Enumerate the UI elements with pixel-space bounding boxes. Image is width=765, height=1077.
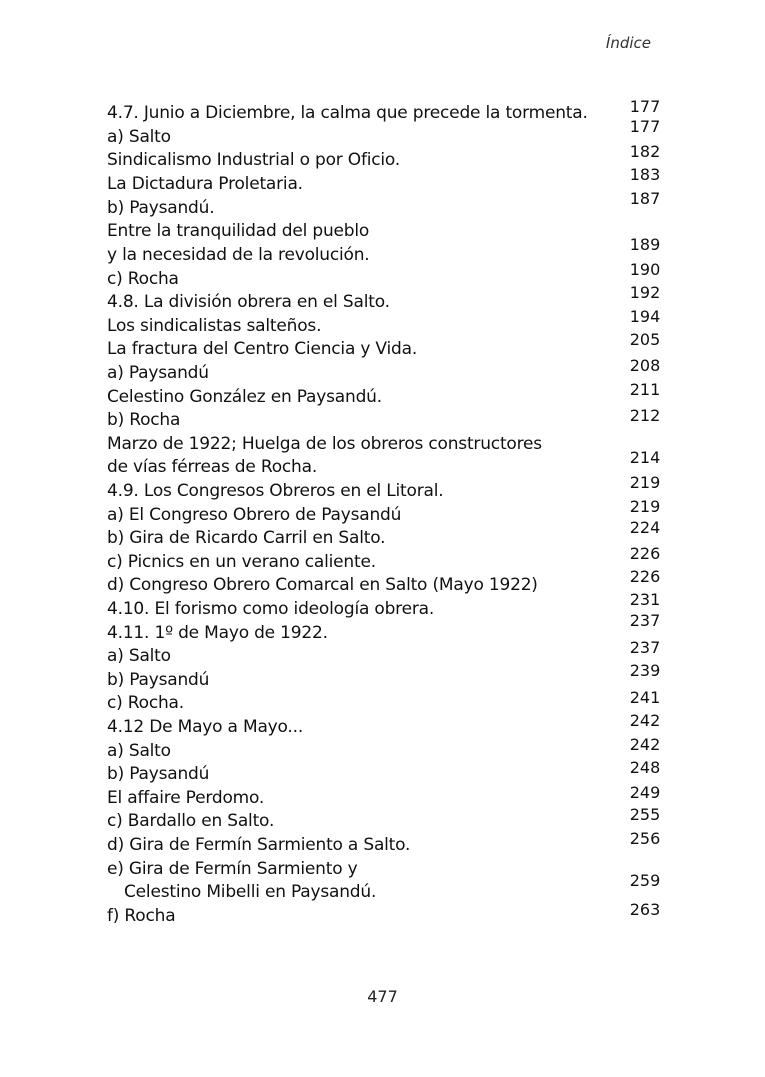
toc-entry: a) Salto: [107, 646, 171, 666]
toc-entry: Celestino González en Paysandú.: [107, 387, 382, 407]
toc-page-number: 182: [629, 142, 661, 161]
toc-page-number: 205: [629, 330, 661, 349]
toc-page-number: 211: [629, 380, 661, 399]
toc-page-number: 237: [629, 638, 661, 657]
toc-entry: 4.7. Junio a Diciembre, la calma que precede la tormenta.: [107, 103, 588, 123]
toc-page-number: 241: [629, 688, 661, 707]
toc-page-number: 237: [629, 611, 661, 630]
toc-entry: Entre la tranquilidad del pueblo: [107, 221, 370, 241]
toc-entry: a) Paysandú: [107, 363, 209, 383]
toc-entry: b) Gira de Ricardo Carril en Salto.: [107, 528, 386, 548]
running-header: Índice: [605, 34, 651, 52]
toc-page-number: 226: [629, 567, 661, 586]
toc-page-number: 214: [629, 448, 661, 467]
toc-page-number: 242: [629, 735, 661, 754]
toc-page-number: 189: [629, 235, 661, 254]
toc-entry: c) Rocha: [107, 269, 179, 289]
toc-entry: b) Paysandú: [107, 670, 210, 690]
toc-entry: e) Gira de Fermín Sarmiento y: [107, 859, 358, 879]
toc-page-number: 231: [629, 590, 661, 609]
toc-entry: 4.8. La división obrera en el Salto.: [107, 292, 390, 312]
toc-page-number: 256: [629, 829, 661, 848]
toc-entry: El affaire Perdomo.: [107, 788, 265, 808]
toc-entry: c) Picnics en un verano caliente.: [107, 552, 376, 572]
toc-entry: La fractura del Centro Ciencia y Vida.: [107, 339, 418, 359]
toc-entry: a) Salto: [107, 741, 171, 761]
toc-page-number: 194: [629, 307, 661, 326]
toc-entry: 4.11. 1º de Mayo de 1922.: [107, 623, 328, 643]
toc-page-number: 255: [629, 805, 661, 824]
toc-page-number: 190: [629, 260, 661, 279]
toc-entry: a) Salto: [107, 127, 171, 147]
toc-entry: 4.9. Los Congresos Obreros en el Litoral.: [107, 481, 444, 501]
toc-page-number: 187: [629, 189, 661, 208]
toc-page-number: 242: [629, 711, 661, 730]
toc-page-number: 226: [629, 544, 661, 563]
toc-entry: d) Congreso Obrero Comarcal en Salto (Mayo 1922): [107, 575, 538, 595]
toc-page-number: 219: [629, 473, 661, 492]
toc-page-number: 248: [629, 758, 661, 777]
toc-page-number: 177: [629, 117, 661, 136]
toc-entry: f) Rocha: [107, 906, 176, 926]
toc-entry: b) Paysandú: [107, 764, 210, 784]
toc-entry: Sindicalismo Industrial o por Oficio.: [107, 150, 401, 170]
toc-page-number: 219: [629, 497, 661, 516]
toc-entry: 4.10. El forismo como ideología obrera.: [107, 599, 435, 619]
toc-entry: c) Bardallo en Salto.: [107, 811, 275, 831]
toc-page-number: 212: [629, 406, 661, 425]
toc-entry: c) Rocha.: [107, 693, 184, 713]
toc-page-number: 192: [629, 283, 661, 302]
toc-entry: Los sindicalistas salteños.: [107, 316, 322, 336]
toc-page-number: 183: [629, 165, 661, 184]
toc-page-number: 208: [629, 356, 661, 375]
toc-entry: d) Gira de Fermín Sarmiento a Salto.: [107, 835, 411, 855]
toc-entry: a) El Congreso Obrero de Paysandú: [107, 505, 402, 525]
toc-entry: de vías férreas de Rocha.: [107, 457, 318, 477]
toc-page-number: 249: [629, 783, 661, 802]
toc-entry: b) Rocha: [107, 410, 181, 430]
page-number: 477: [367, 987, 398, 1006]
toc-entry: 4.12 De Mayo a Mayo...: [107, 717, 304, 737]
toc-page-number: 259: [629, 871, 661, 890]
toc-page-number: 239: [629, 661, 661, 680]
toc-entry: y la necesidad de la revolución.: [107, 245, 370, 265]
toc-entry: La Dictadura Proletaria.: [107, 174, 303, 194]
toc-entry: b) Paysandú.: [107, 198, 215, 218]
toc-page-number: 263: [629, 900, 661, 919]
toc-page-number: 224: [629, 518, 661, 537]
toc-page-number: 177: [629, 97, 661, 116]
toc-entry: Celestino Mibelli en Paysandú.: [124, 882, 377, 902]
toc-entry: Marzo de 1922; Huelga de los obreros constructores: [107, 434, 542, 454]
